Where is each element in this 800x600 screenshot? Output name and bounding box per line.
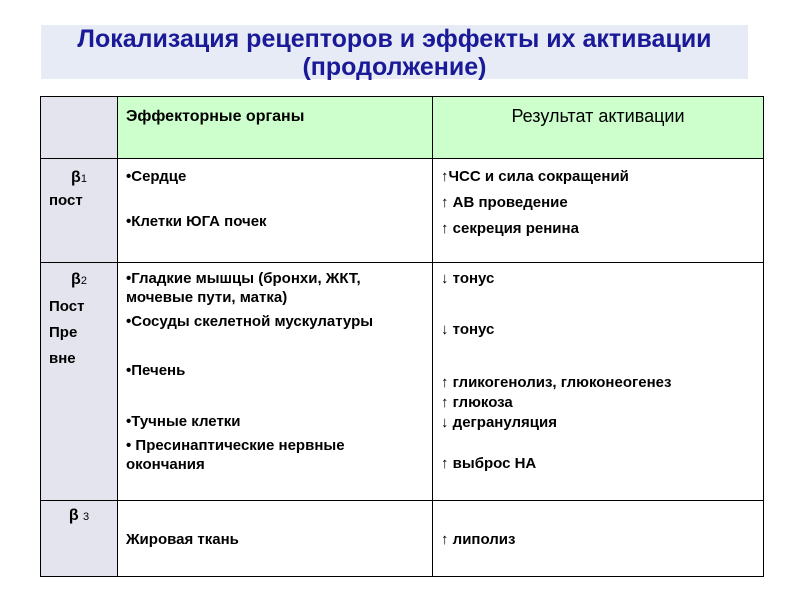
- header-result-cell: [433, 97, 764, 159]
- effect-degranulation: ↓ дегрануляция: [441, 414, 557, 431]
- effect-glycogenolysis: ↑ гликогенолиз, глюконеогенез: [441, 374, 672, 391]
- effect-lipolysis: ↑ липолиз: [441, 531, 516, 548]
- organ-jga-cells: •Клетки ЮГА почек: [126, 213, 267, 230]
- organ-smooth-muscle: •Гладкие мышцы (бронхи, ЖКТ, мочевые пути, матка): [126, 270, 361, 306]
- effects-cell-beta2: [433, 263, 764, 501]
- effect-na-release: ↑ выброс НА: [441, 455, 537, 472]
- receptor-name-beta2: β2: [71, 271, 87, 288]
- table-header-row: [41, 97, 764, 159]
- slide-title-line2: (продолжение): [302, 53, 487, 81]
- effects-cell-beta1: [433, 159, 764, 263]
- organs-cell-beta3: [118, 501, 433, 577]
- receptor-type-post: Пост: [49, 298, 85, 315]
- organ-mast-cells: •Тучные клетки: [126, 413, 241, 430]
- receptor-cell-beta1: [41, 159, 118, 263]
- organ-skeletal-vessels: •Сосуды скелетной мускулатуры: [126, 313, 374, 330]
- organs-cell-beta1: [118, 159, 433, 263]
- receptor-table: [40, 96, 764, 577]
- receptor-name-beta3: β 3: [68, 507, 90, 524]
- receptor-name-beta1: β1: [71, 169, 87, 186]
- effect-smooth-tone: ↓ тонус: [441, 270, 495, 287]
- receptor-type-pre: Пре: [49, 324, 78, 341]
- effects-cell-beta3: [433, 501, 764, 577]
- receptor-cell-beta3: [41, 501, 118, 577]
- organ-liver: •Печень: [126, 362, 186, 379]
- slide-title-line1: Локализация рецепторов и эффекты их активации: [77, 25, 712, 53]
- receptor-type-extra: вне: [49, 350, 76, 367]
- organ-presynaptic-endings: • Пресинаптические нервные окончания: [126, 437, 345, 473]
- effect-vessel-tone: ↓ тонус: [441, 321, 495, 338]
- organs-cell-beta2: [118, 263, 433, 501]
- table-row-beta3: [41, 501, 764, 577]
- organ-heart: •Сердце: [126, 168, 187, 185]
- effect-glucose: ↑ глюкоза: [441, 394, 513, 411]
- effect-av-conduction: ↑ АВ проведение: [441, 194, 568, 211]
- organ-adipose-tissue: Жировая ткань: [126, 531, 239, 548]
- table-row-beta1: [41, 159, 764, 263]
- header-result-label: Результат активации: [511, 106, 685, 126]
- receptor-type-post: пост: [49, 192, 83, 209]
- slide-title: [41, 25, 748, 79]
- header-organs-cell: [118, 97, 433, 159]
- header-corner-cell: [41, 97, 118, 159]
- effect-renin-secretion: ↑ секреция ренина: [441, 220, 579, 237]
- table-row-beta2: [41, 263, 764, 501]
- header-organs-label: Эффекторные органы: [126, 108, 305, 125]
- effect-hr-contraction: ↑ЧСС и сила сокращений: [441, 168, 629, 185]
- receptor-cell-beta2: [41, 263, 118, 501]
